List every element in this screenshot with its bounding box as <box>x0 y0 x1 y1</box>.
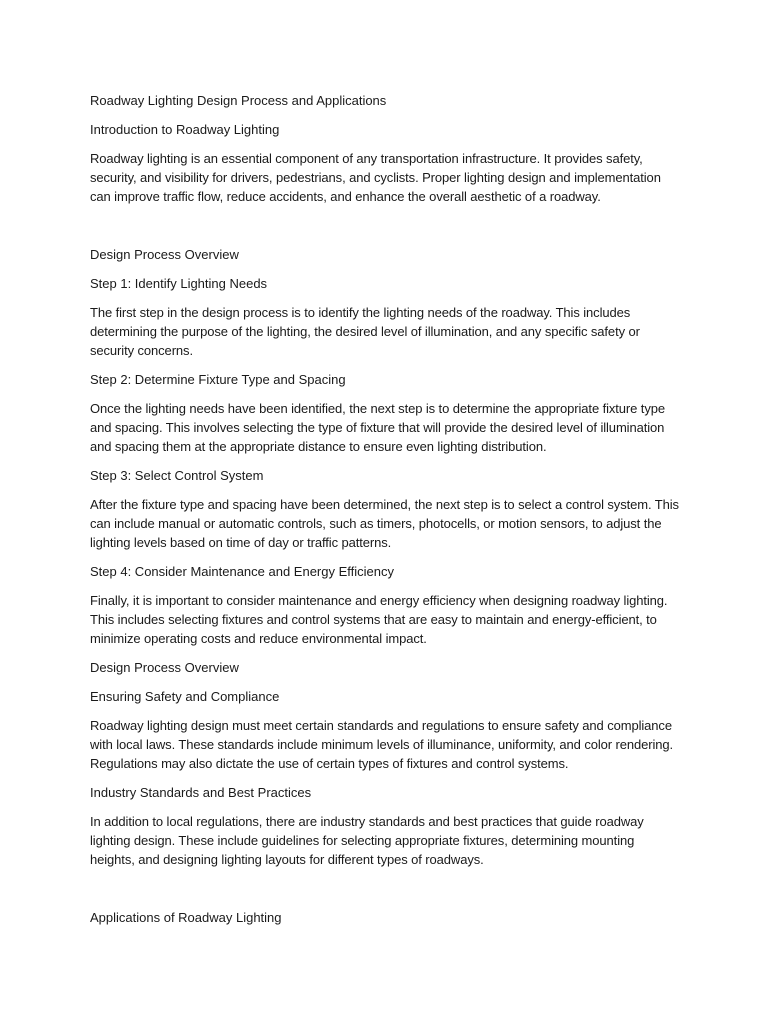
step-heading-2: Step 2: Determine Fixture Type and Spacing <box>90 372 346 387</box>
paragraph-line: lighting levels based on time of day or traffic patterns. <box>90 535 392 550</box>
paragraph-line: can improve traffic flow, reduce accidents, and enhance the overall aesthetic of a roadway. <box>90 189 601 204</box>
paragraph-industry-standards <box>90 812 682 869</box>
paragraph-line: Once the lighting needs have been identified, the next step is to determine the appropriate fixture type <box>90 401 665 416</box>
paragraph-safety-compliance <box>90 716 682 773</box>
section-heading-applications: Applications of Roadway Lighting <box>90 910 282 925</box>
paragraph-step-1 <box>90 303 682 360</box>
paragraph-line: heights, and designing lighting layouts for different types of roadways. <box>90 852 484 867</box>
step-heading-4: Step 4: Consider Maintenance and Energy Efficiency <box>90 564 394 579</box>
section-heading-introduction: Introduction to Roadway Lighting <box>90 122 280 137</box>
paragraph-line: with local laws. These standards include minimum levels of illuminance, uniformity, and color rendering. <box>90 737 674 752</box>
blank-line <box>90 879 682 908</box>
paragraph-line: In addition to local regulations, there are industry standards and best practices that guide roadway <box>90 814 644 829</box>
paragraph-line: security, and visibility for drivers, pedestrians, and cyclists. Proper lighting design and implementation <box>90 170 661 185</box>
blank-line <box>90 216 682 245</box>
step-heading-1: Step 1: Identify Lighting Needs <box>90 276 268 291</box>
paragraph-step-3 <box>90 495 682 552</box>
section-heading-design-process-overview: Design Process Overview <box>90 247 239 262</box>
section-heading-industry-standards: Industry Standards and Best Practices <box>90 785 312 800</box>
paragraph-line: After the fixture type and spacing have been determined, the next step is to select a control system. This <box>90 497 679 512</box>
document-body <box>90 91 682 937</box>
paragraph-line: security concerns. <box>90 343 193 358</box>
paragraph-step-4 <box>90 591 682 648</box>
paragraph-line: Roadway lighting design must meet certain standards and regulations to ensure safety and compliance <box>90 718 672 733</box>
paragraph-line: Regulations may also dictate the use of certain types of fixtures and control systems. <box>90 756 569 771</box>
paragraph-line: Finally, it is important to consider maintenance and energy efficiency when designing roadway lighting. <box>90 593 668 608</box>
section-heading-safety-compliance: Ensuring Safety and Compliance <box>90 689 280 704</box>
paragraph-line: can include manual or automatic controls, such as timers, photocells, or motion sensors, to adjust the <box>90 516 662 531</box>
paragraph-introduction <box>90 149 682 206</box>
paragraph-line: and spacing. This involves selecting the type of fixture that will provide the desired level of illumination <box>90 420 665 435</box>
paragraph-line: Roadway lighting is an essential component of any transportation infrastructure. It provides safety, <box>90 151 643 166</box>
paragraph-line: and spacing them at the appropriate distance to ensure even lighting distribution. <box>90 439 547 454</box>
paragraph-line: minimize operating costs and reduce environmental impact. <box>90 631 427 646</box>
paragraph-line: This includes selecting fixtures and control systems that are easy to maintain and energy-efficient, to <box>90 612 657 627</box>
paragraph-line: The first step in the design process is to identify the lighting needs of the roadway. This includes <box>90 305 631 320</box>
document-title: Roadway Lighting Design Process and Applications <box>90 93 387 108</box>
paragraph-step-2 <box>90 399 682 456</box>
paragraph-line: lighting design. These include guidelines for selecting appropriate fixtures, determining mounting <box>90 833 635 848</box>
section-heading-design-process-overview-2: Design Process Overview <box>90 660 239 675</box>
paragraph-line: determining the purpose of the lighting, the desired level of illumination, and any specific safety or <box>90 324 640 339</box>
step-heading-3: Step 3: Select Control System <box>90 468 264 483</box>
